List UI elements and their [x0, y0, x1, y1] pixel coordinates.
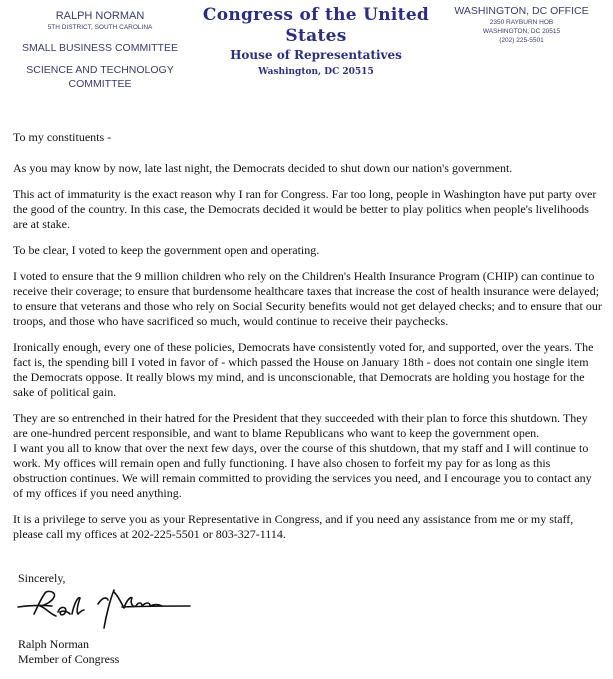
letter-body	[13, 130, 603, 553]
representative-name: RALPH NORMAN	[55, 10, 145, 22]
paragraph: They are so entrenched in their hatred for the President that they succeeded with their plan to force this shutdown. They are one-hundred percent responsible, and want to blame Republicans who want to keep the government open.	[13, 411, 588, 440]
office-address-2: WASHINGTON, DC 20515	[482, 28, 561, 35]
signer-title: Member of Congress	[18, 652, 120, 666]
signer-name: Ralph Norman	[18, 637, 89, 651]
office-label: WASHINGTON, DC OFFICE	[454, 5, 589, 17]
paragraph: As you may know by now, late last night, the Democrats decided to shut down our nation's government.	[13, 161, 513, 175]
greeting: To my constituents -	[13, 130, 112, 144]
letterhead-center	[200, 5, 432, 80]
signer-block	[18, 637, 119, 667]
congress-title: Congress of the United States	[202, 5, 430, 46]
house-subtitle: House of Representatives	[230, 48, 402, 62]
closing: Sincerely,	[18, 571, 66, 585]
paragraph: Ironically enough, every one of these policies, Democrats have consistently voted for, and supported, over the years. The fact is, the spending bill I voted in favor of - which passed the House on January 18th - does not contain one single item the Democrats oppose. It really blows my mind, and is unconscionable, that Democrats are holding you hostage for the sake of political gain.	[13, 340, 594, 399]
committee-line-2: COMMITTEE	[68, 78, 132, 90]
committee-small-business: SMALL BUSINESS COMMITTEE	[22, 42, 178, 54]
paragraph: To be clear, I voted to keep the government open and operating.	[13, 243, 320, 257]
location-line: Washington, DC 20515	[258, 67, 374, 77]
office-phone: (202) 225-5501	[499, 37, 544, 44]
paragraph: I want you all to know that over the next few days, over the course of this shutdown, that my staff and I will continue to work. My offices will remain open and fully functioning. I have also chosen to forfeit my pay for as long as this obstruction continues. We will remain committed to providing the services you need, and I encourage you to contact any of my offices if you need anything.	[13, 441, 592, 500]
paragraph: It is a privilege to serve you as your Representative in Congress, and if you need any assistance from me or my staff, please call my offices at 202-225-5501 or 803-327-1114.	[13, 512, 574, 541]
paragraph: I voted to ensure that the 9 million children who rely on the Children's Health Insurance Program (CHIP) can continue to receive their coverage; to ensure that burdensome healthcare taxes that increase the cost of health insurance were delayed; to ensure that veterans and those who rely on Social Security benefits would not get delayed checks; and to ensure that our troops, and those who have sacrificed so much, would continue to receive their paychecks.	[13, 269, 602, 328]
letterhead-right	[430, 5, 613, 45]
committee-science-technology	[0, 63, 200, 91]
district-label: 5TH DISTRICT, SOUTH CAROLINA	[47, 24, 153, 31]
office-address-1: 2350 RAYBURN HOB	[489, 19, 554, 26]
committee-line-1: SCIENCE AND TECHNOLOGY	[26, 64, 174, 76]
paragraph: This act of immaturity is the exact reason why I ran for Congress. Far too long, people in Washington have put party over the good of the country. In this case, the Democrats decided it would be better to play politics when people's livelihoods are at stake.	[13, 187, 597, 231]
letterhead-left	[0, 10, 200, 91]
signature	[12, 586, 192, 634]
